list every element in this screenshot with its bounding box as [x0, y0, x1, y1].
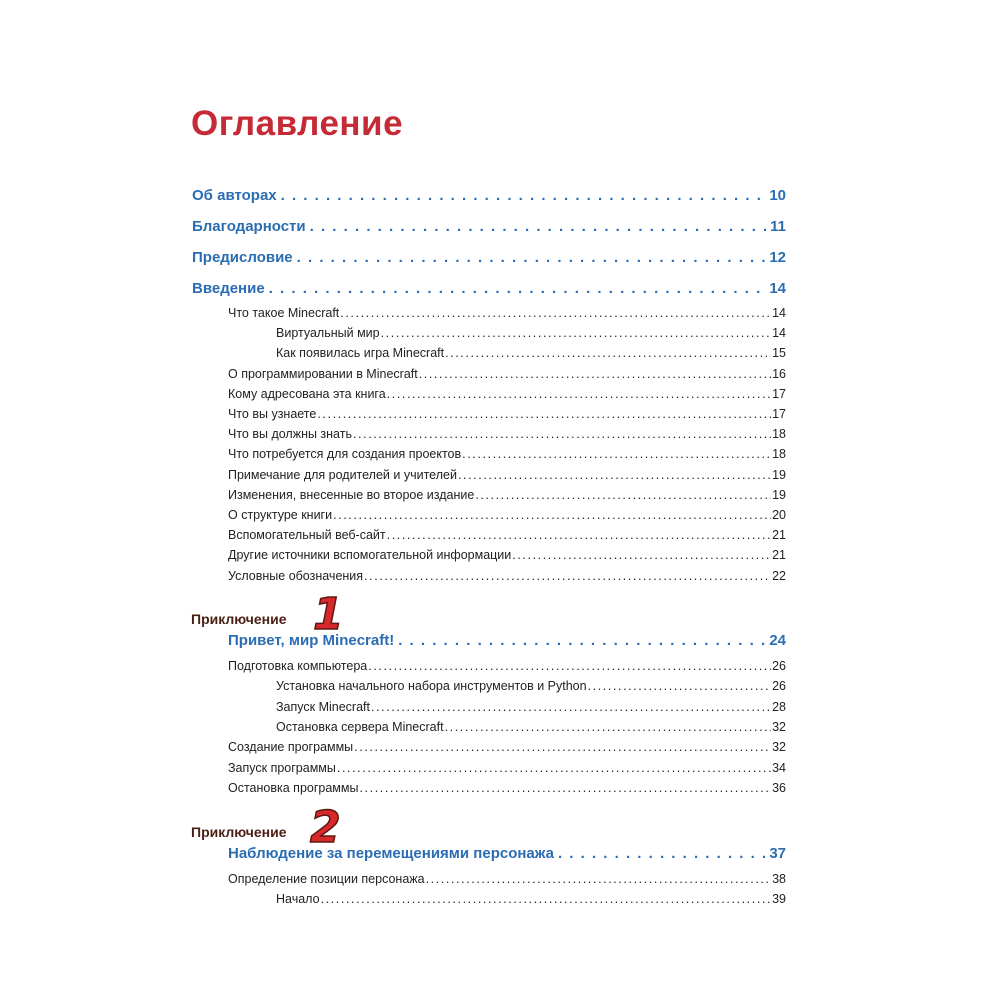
toc-chapter-entry[interactable] [192, 187, 786, 207]
dot-leader [333, 508, 771, 522]
toc-entry-page: 12 [769, 249, 786, 266]
toc-section-entry[interactable] [228, 659, 786, 675]
toc-section-entry[interactable] [228, 306, 786, 322]
toc-entry-page: 18 [772, 427, 786, 442]
toc-section-entry[interactable] [276, 892, 786, 908]
toc-entry-page: 14 [772, 326, 786, 341]
toc-entry-label: Создание программы [228, 740, 354, 755]
dot-leader [475, 488, 771, 502]
dot-leader [462, 447, 771, 461]
dot-leader [445, 720, 772, 734]
toc-section-entry[interactable] [228, 569, 786, 585]
page-title: Оглавление [191, 104, 404, 143]
toc-entry-label: Привет, мир Minecraft! [228, 632, 395, 649]
toc-entry-label: Введение [192, 280, 265, 297]
dot-leader [340, 306, 771, 320]
dot-leader [512, 548, 771, 562]
toc-entry-label: Подготовка компьютера [228, 659, 368, 673]
toc-chapter-entry[interactable] [192, 249, 786, 269]
toc-entry-label: Что вы узнаете [228, 407, 317, 421]
toc-section-entry[interactable] [228, 872, 786, 888]
dot-leader [426, 872, 772, 886]
toc-entry-label: Изменения, внесенные во второе издание [228, 487, 475, 502]
dot-leader [353, 427, 771, 441]
dot-leader [354, 740, 771, 754]
dot-leader [368, 659, 771, 673]
toc-section-entry[interactable] [228, 468, 786, 484]
toc-entry-page: 26 [772, 659, 786, 673]
toc-entry-page: 24 [769, 632, 786, 649]
dot-leader [381, 326, 771, 340]
toc-chapter-entry[interactable] [192, 218, 786, 238]
toc-section-entry[interactable] [228, 508, 786, 524]
toc-section-entry[interactable] [276, 720, 786, 736]
dot-leader [387, 528, 771, 542]
dot-leader [281, 187, 766, 204]
toc-section-entry[interactable] [228, 761, 786, 777]
toc-entry-page: 21 [772, 528, 786, 543]
toc-entry-page: 39 [772, 892, 786, 907]
adventure-label: Приключение [191, 611, 287, 627]
adventure-number-badge: 2 [310, 802, 341, 853]
toc-entry-label: Примечание для родителей и учителей [228, 467, 457, 482]
toc-entry-label: Другие источники вспомогательной информации [228, 548, 512, 563]
toc-entry-label: Установка начального набора инструментов и Python [276, 679, 587, 694]
toc-entry-label: Вспомогательный веб-сайт [228, 528, 386, 543]
toc-entry-page: 32 [772, 719, 786, 734]
toc-entry-label: Кому адресована эта книга [228, 386, 386, 401]
toc-entry-label: Условные обозначения [228, 568, 364, 583]
toc-entry-page: 11 [770, 218, 786, 235]
toc-section-entry[interactable] [276, 700, 786, 716]
toc-entry-page: 36 [772, 780, 786, 795]
toc-chapter-entry[interactable] [228, 632, 786, 652]
toc-entry-label: Начало [276, 892, 320, 907]
dot-leader [310, 218, 767, 235]
dot-leader [297, 249, 766, 266]
toc-entry-label: Что такое Minecraft [228, 306, 340, 320]
toc-entry-label: Что потребуется для создания проектов [228, 447, 462, 462]
toc-entry-label: Запуск программы [228, 760, 336, 775]
dot-leader [321, 892, 772, 906]
toc-section-entry[interactable] [228, 407, 786, 423]
toc-entry-page: 18 [772, 447, 786, 462]
toc-entry-label: О структуре книги [228, 508, 333, 522]
toc-entry-page: 17 [772, 407, 786, 421]
dot-leader [558, 845, 765, 862]
toc-entry-label: Остановка программы [228, 780, 359, 795]
adventure-label: Приключение [191, 824, 287, 840]
toc-section-entry[interactable] [228, 528, 786, 544]
toc-entry-label: Наблюдение за перемещениями персонажа [228, 845, 554, 862]
dot-leader [371, 700, 771, 714]
toc-entry-label: Предисловие [192, 249, 293, 266]
toc-section-entry[interactable] [228, 488, 786, 504]
toc-entry-page: 21 [772, 548, 786, 563]
toc-entry-page: 10 [769, 187, 786, 204]
toc-entry-label: Определение позиции персонажа [228, 872, 425, 886]
toc-entry-label: Запуск Minecraft [276, 699, 370, 714]
toc-entry-page: 32 [772, 740, 786, 755]
toc-entry-label: Остановка сервера Minecraft [276, 719, 444, 734]
dot-leader [445, 346, 771, 360]
toc-entry-page: 14 [772, 306, 786, 320]
toc-section-entry[interactable] [228, 367, 786, 383]
toc-section-entry[interactable] [228, 548, 786, 564]
dot-leader [458, 468, 771, 482]
toc-section-entry[interactable] [228, 740, 786, 756]
toc-section-entry[interactable] [276, 346, 786, 362]
toc-entry-label: Благодарности [192, 218, 306, 235]
toc-section-entry[interactable] [228, 781, 786, 797]
toc-entry-page: 37 [769, 845, 786, 862]
dot-leader [317, 407, 771, 421]
toc-entry-page: 19 [772, 487, 786, 502]
toc-entry-label: Виртуальный мир [276, 326, 380, 341]
dot-leader [398, 632, 765, 649]
toc-entry-page: 28 [772, 699, 786, 714]
toc-entry-page: 14 [769, 280, 786, 297]
toc-section-entry[interactable] [228, 427, 786, 443]
dot-leader [364, 569, 771, 583]
toc-entry-label: Об авторах [192, 187, 277, 204]
toc-entry-page: 16 [772, 366, 786, 381]
toc-entry-page: 38 [772, 872, 786, 886]
toc-chapter-entry[interactable] [192, 280, 786, 300]
toc-section-entry[interactable] [276, 679, 786, 695]
toc-section-entry[interactable] [276, 326, 786, 342]
toc-entry-page: 15 [772, 346, 786, 361]
toc-section-entry[interactable] [228, 447, 786, 463]
dot-leader [387, 387, 771, 401]
toc-entry-page: 26 [772, 679, 786, 694]
dot-leader [419, 367, 771, 381]
dot-leader [337, 761, 771, 775]
adventure-number-badge: 1 [313, 589, 344, 640]
toc-entry-label: Как появилась игра Minecraft [276, 346, 445, 361]
toc-chapter-entry[interactable] [228, 845, 786, 865]
toc-section-entry[interactable] [228, 387, 786, 403]
toc-entry-label: Что вы должны знать [228, 427, 352, 442]
toc-entry-label: О программировании в Minecraft [228, 366, 418, 381]
toc-entry-page: 17 [772, 386, 786, 401]
toc-entry-page: 20 [772, 508, 786, 522]
toc-entry-page: 19 [772, 467, 786, 482]
dot-leader [588, 679, 772, 693]
toc-entry-page: 22 [772, 568, 786, 583]
dot-leader [359, 781, 771, 795]
dot-leader [269, 280, 766, 297]
toc-entry-page: 34 [772, 760, 786, 775]
